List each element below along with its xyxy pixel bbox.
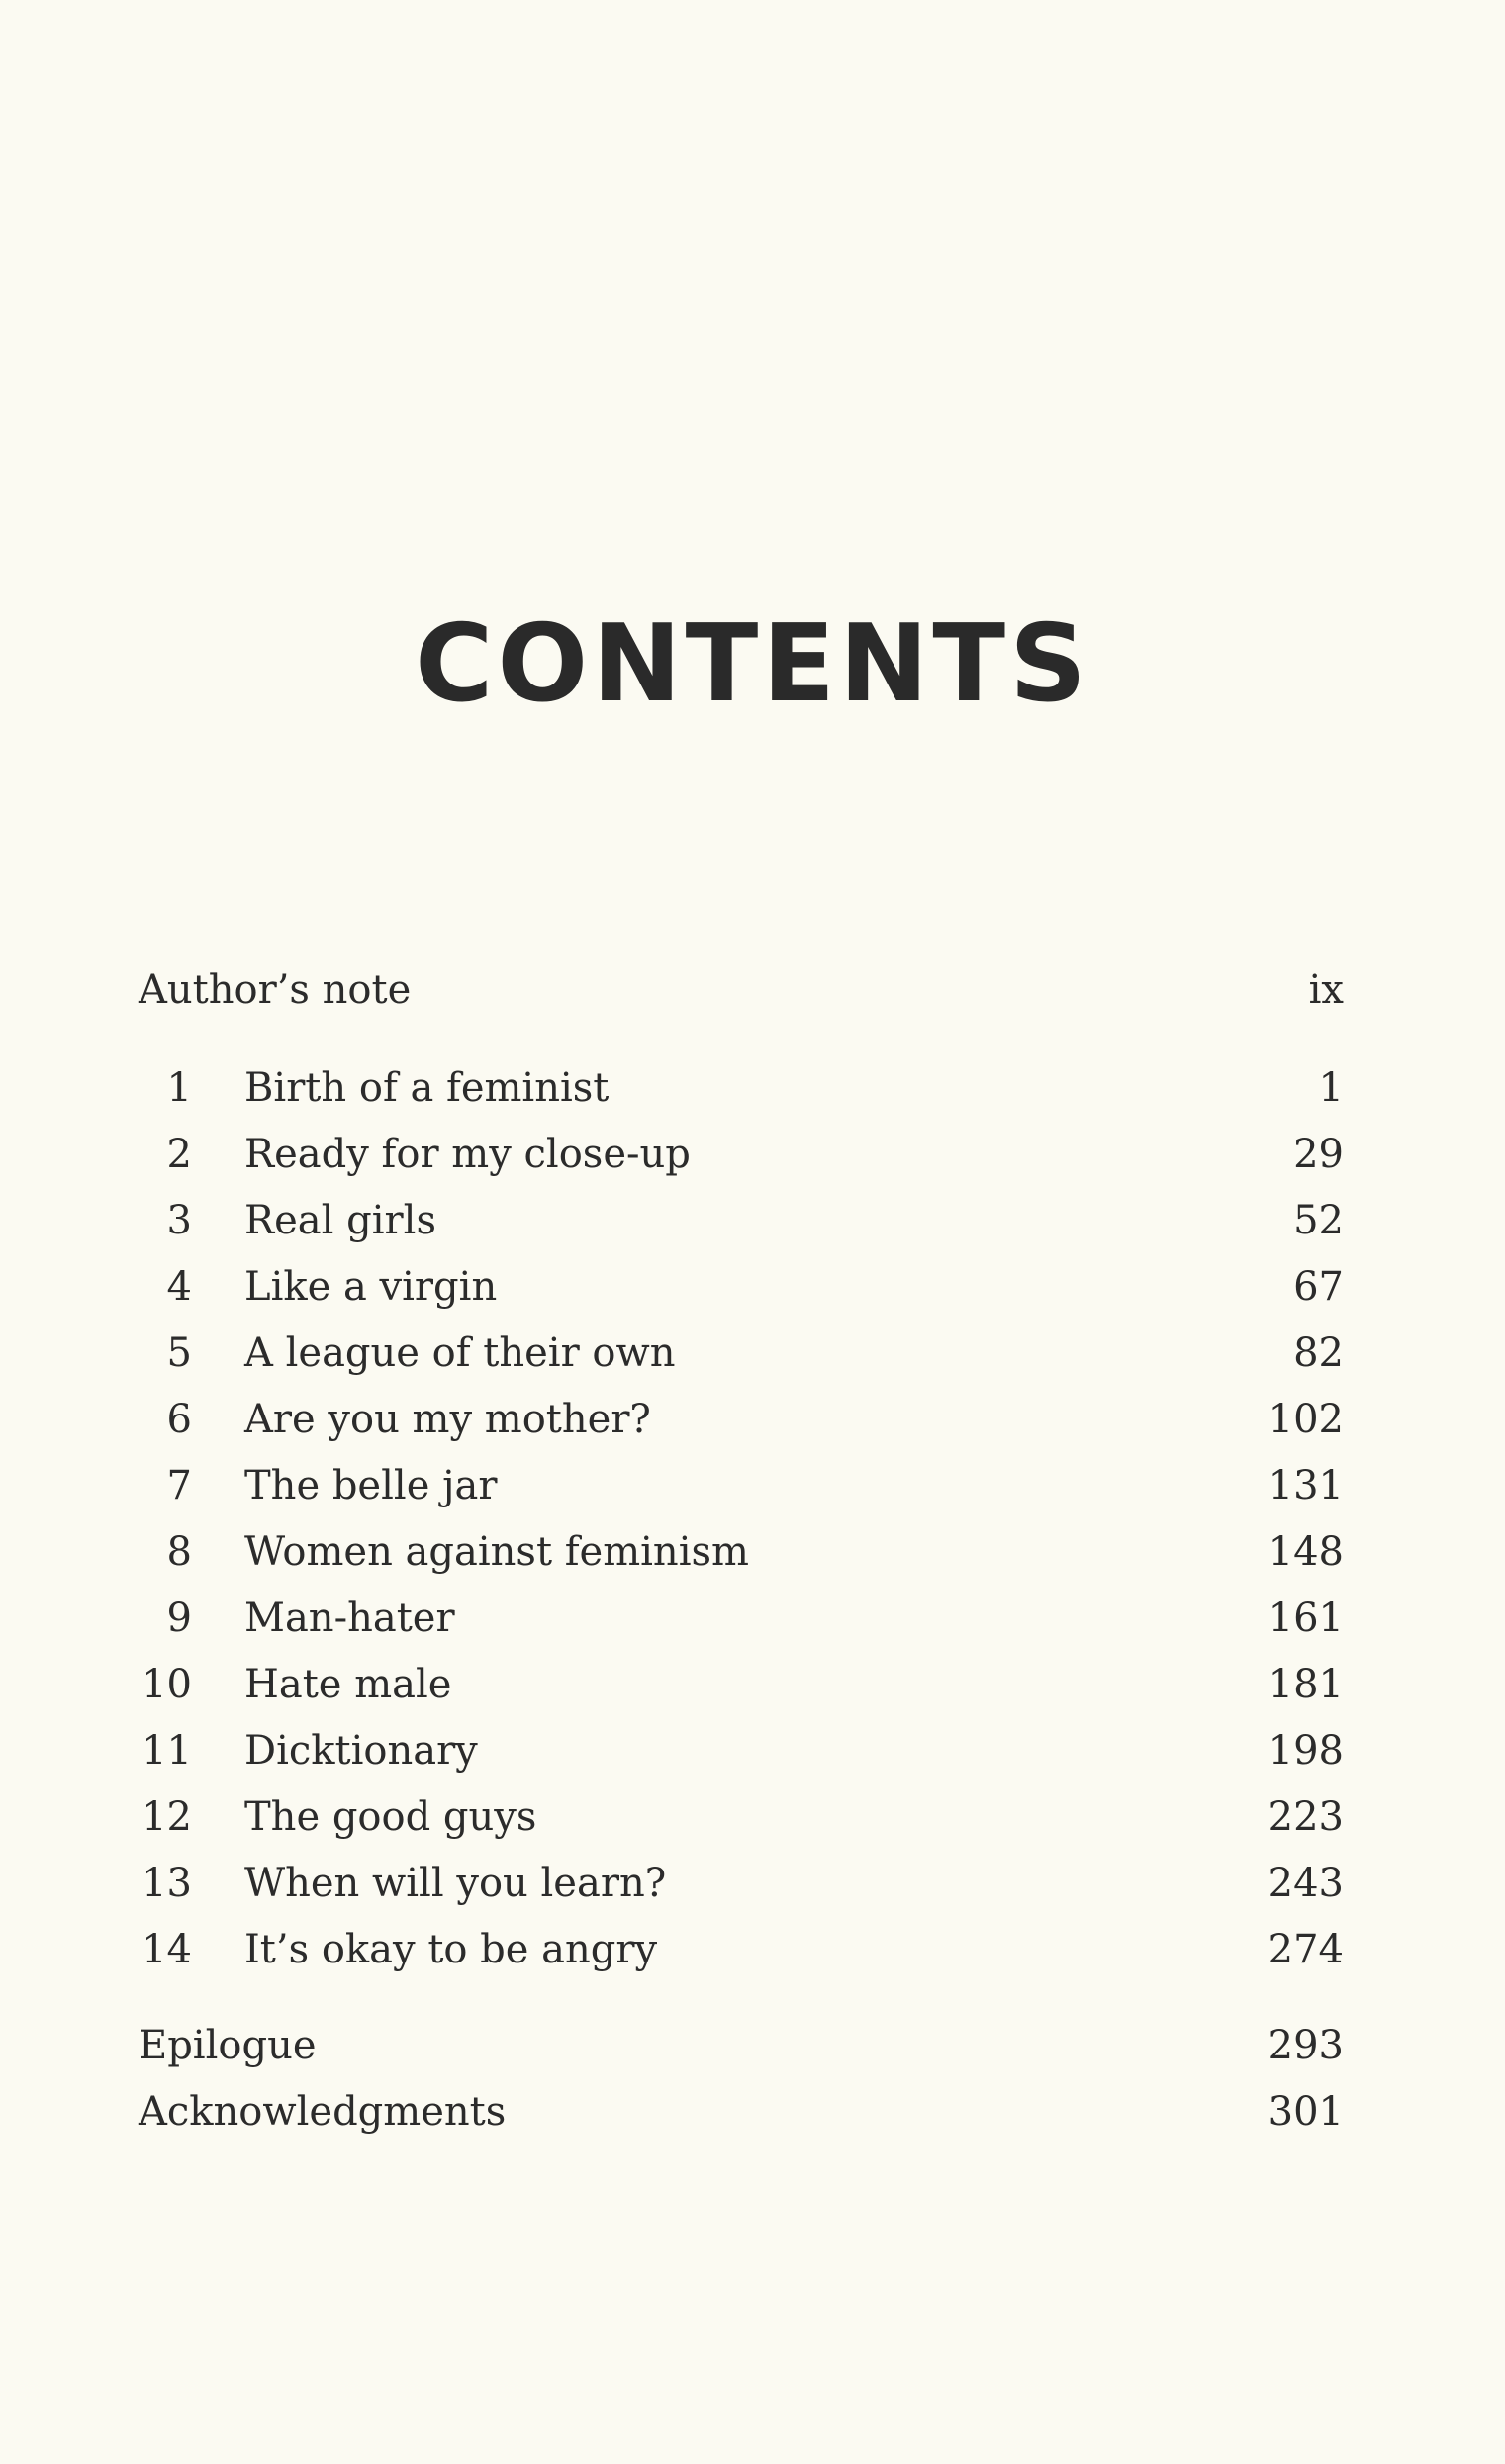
chapter-number: 6 — [166, 1397, 192, 1442]
entry-label: Are you my mother? — [244, 1397, 651, 1442]
entry-page-number: 67 — [1293, 1264, 1344, 1310]
chapter-number: 2 — [166, 1132, 192, 1177]
entry-page-number: 131 — [1268, 1463, 1344, 1508]
toc-entry-chapter-9 — [139, 1586, 1344, 1652]
entry-label: Dicktionary — [244, 1728, 478, 1774]
entry-label: Acknowledgments — [139, 2089, 507, 2135]
entry-page-number: 181 — [1268, 1662, 1344, 1707]
toc-entry-chapter-1 — [139, 1055, 1344, 1122]
toc-entry-chapter-13 — [139, 1851, 1344, 1917]
table-of-contents — [139, 958, 1344, 2145]
entry-label: Author’s note — [139, 967, 412, 1013]
entry-page-number: 198 — [1268, 1728, 1344, 1774]
chapter-number: 9 — [166, 1596, 192, 1641]
chapter-number: 11 — [141, 1728, 192, 1774]
chapter-number: 10 — [141, 1662, 192, 1707]
chapter-number: 14 — [141, 1927, 192, 1972]
toc-entry-chapter-7 — [139, 1453, 1344, 1519]
entry-page-number: 223 — [1268, 1794, 1344, 1840]
entry-label: A league of their own — [244, 1330, 676, 1376]
chapter-number: 13 — [141, 1861, 192, 1906]
toc-entry-authors-note — [139, 958, 1344, 1024]
entry-label: Hate male — [244, 1662, 452, 1707]
toc-entry-chapter-11 — [139, 1718, 1344, 1784]
toc-entry-chapter-5 — [139, 1321, 1344, 1387]
toc-entry-chapter-6 — [139, 1387, 1344, 1453]
entry-page-number: 102 — [1268, 1397, 1344, 1442]
entry-page-number: 148 — [1268, 1529, 1344, 1575]
chapter-number: 3 — [166, 1198, 192, 1243]
entry-label: The good guys — [244, 1794, 537, 1840]
entry-page-number: 301 — [1268, 2089, 1344, 2135]
entry-page-number: 82 — [1293, 1330, 1344, 1376]
entry-page-number: 29 — [1293, 1132, 1344, 1177]
chapter-number: 7 — [166, 1463, 192, 1508]
entry-label: Epilogue — [139, 2023, 317, 2068]
page-title: CONTENTS — [415, 602, 1090, 726]
entry-page-number: 243 — [1268, 1861, 1344, 1906]
entry-page-number: 1 — [1318, 1065, 1344, 1111]
toc-entry-chapter-8 — [139, 1519, 1344, 1586]
entry-page-number: 293 — [1268, 2023, 1344, 2068]
chapter-number: 5 — [166, 1330, 192, 1376]
entry-page-number: 274 — [1268, 1927, 1344, 1972]
chapter-number: 8 — [166, 1529, 192, 1575]
entry-label: Man-hater — [244, 1596, 455, 1641]
toc-entry-chapter-14 — [139, 1917, 1344, 1983]
toc-entry-chapter-2 — [139, 1122, 1344, 1188]
toc-entry-chapter-3 — [139, 1188, 1344, 1254]
entry-label: Birth of a feminist — [244, 1065, 610, 1111]
entry-page-number: 161 — [1268, 1596, 1344, 1641]
entry-label: The belle jar — [244, 1463, 498, 1508]
entry-page-number: 52 — [1293, 1198, 1344, 1243]
toc-entry-chapter-12 — [139, 1784, 1344, 1851]
entry-label: Like a virgin — [244, 1264, 498, 1310]
toc-entry-epilogue — [139, 2013, 1344, 2079]
chapter-number: 12 — [141, 1794, 192, 1840]
entry-page-number: ix — [1308, 967, 1344, 1013]
entry-label: It’s okay to be angry — [244, 1927, 658, 1972]
chapter-number: 4 — [166, 1264, 192, 1310]
entry-label: Ready for my close-up — [244, 1132, 691, 1177]
chapter-number: 1 — [166, 1065, 192, 1111]
toc-entry-acknowledgments — [139, 2079, 1344, 2145]
entry-label: When will you learn? — [244, 1861, 667, 1906]
toc-entry-chapter-4 — [139, 1254, 1344, 1321]
toc-entry-chapter-10 — [139, 1652, 1344, 1718]
entry-label: Women against feminism — [244, 1529, 749, 1575]
entry-label: Real girls — [244, 1198, 436, 1243]
